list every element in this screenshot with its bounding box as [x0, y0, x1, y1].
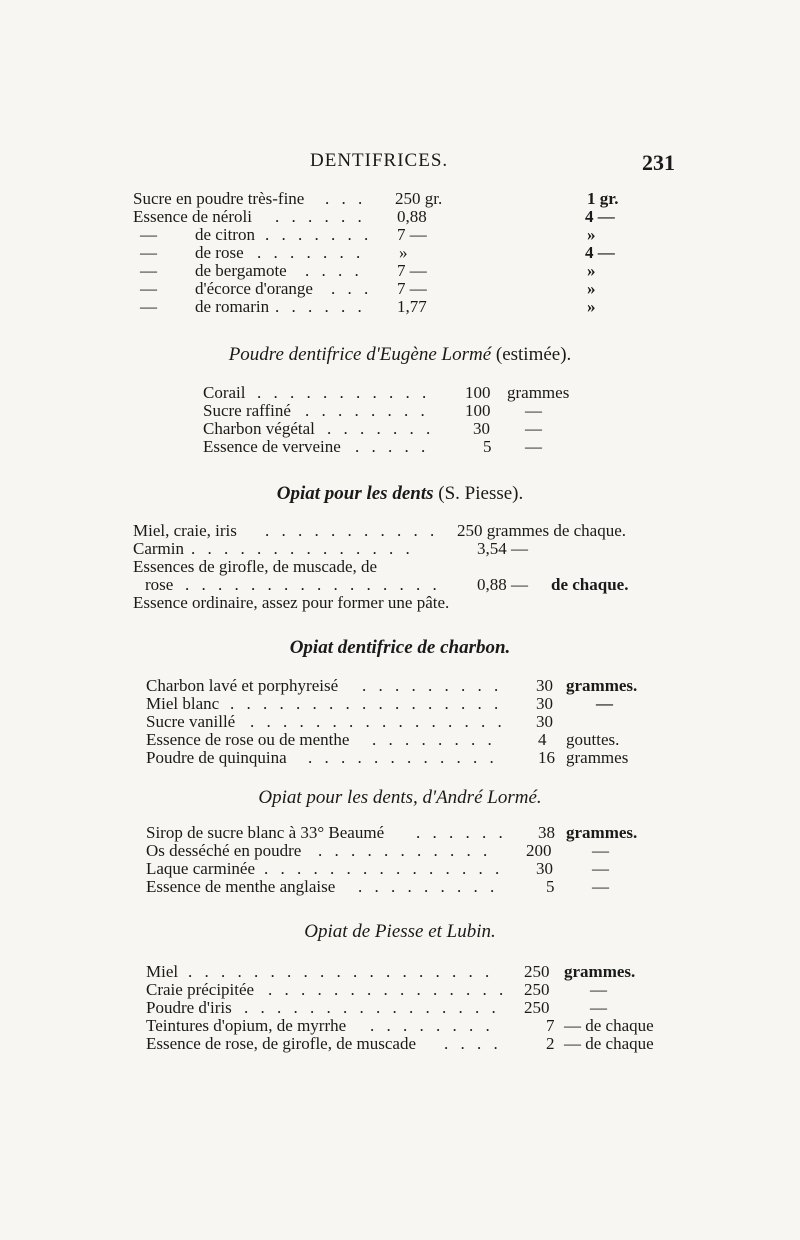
ingredient-name: Miel — [146, 962, 179, 981]
quantity-2: » — [587, 297, 596, 316]
section-title-italic: Opiat de Piesse et Lubin. — [304, 921, 496, 942]
unit: — de chaque — [564, 1034, 654, 1053]
leader-dots: . . . . . . . . — [370, 1016, 494, 1035]
quantity-1: 7 — — [397, 261, 427, 280]
leader-dots: . . . . . . . . . . . . . . . . — [244, 998, 500, 1017]
unit: — — [525, 419, 542, 438]
leader-dots: . . . . . . — [275, 297, 366, 316]
section-title-andre-lorme — [0, 787, 800, 809]
unit: gouttes. — [566, 730, 620, 749]
table-row — [133, 244, 633, 262]
section-title-italic: Opiat dentifrice de charbon. — [289, 637, 511, 658]
recipe-table-4 — [146, 677, 666, 767]
ingredient-name: Essence de rose, de girofle, de muscade — [146, 1034, 416, 1053]
quantity-1: 250 gr. — [395, 189, 443, 208]
quantity: 30 — [473, 419, 490, 438]
quantity: 250 — [524, 980, 550, 999]
leader-dots: . . . . . . . — [265, 225, 373, 244]
table-row — [133, 298, 633, 316]
quantity: 4 — [538, 730, 547, 749]
ingredient-name: Poudre de quinquina — [146, 748, 287, 767]
table-row — [146, 677, 666, 695]
leader-dots: . . . . . . . . . . . . . . . . — [250, 712, 506, 731]
unit: — de chaque — [564, 1016, 654, 1035]
leader-dots: . . . — [331, 279, 373, 298]
ingredient-name: Sucre raffiné — [203, 401, 291, 420]
ingredient-name: Laque carminée — [146, 859, 256, 878]
ingredient-name: Teintures d'opium, de myrrhe — [146, 1016, 347, 1035]
ditto-dash: — — [140, 279, 157, 298]
section-title-piesse-lubin — [0, 921, 800, 943]
table-row — [146, 981, 666, 999]
quantity: 250 grammes de chaque. — [457, 521, 626, 540]
ingredient-name: Essences de girofle, de muscade, de — [133, 557, 378, 576]
quantity: 30 — [536, 712, 553, 731]
quantity-2: » — [587, 279, 596, 298]
quantity-1: 1,77 — [397, 297, 427, 316]
ingredient-name: rose — [145, 575, 174, 594]
unit: — — [592, 859, 609, 878]
ditto-dash: — — [140, 225, 157, 244]
leader-dots: . . . . . . . . . — [358, 877, 499, 896]
recipe-table-5 — [146, 824, 666, 896]
ingredient-name: Essence de menthe anglaise — [146, 877, 336, 896]
leader-dots: . . . . . . . — [327, 419, 435, 438]
leader-dots: . . . . . — [355, 437, 430, 456]
leader-dots: . . . . . . . . . . . . . . . . . . . — [188, 962, 494, 981]
table-row — [146, 1017, 666, 1035]
ingredient-name: Corail — [203, 383, 246, 402]
quantity: 250 — [524, 962, 550, 981]
table-row — [133, 208, 633, 226]
leader-dots: . . . — [325, 189, 367, 208]
page-number: 231 — [642, 150, 675, 175]
section-title-italic: Opiat pour les dents — [276, 483, 434, 504]
section-title-eugene-lorme — [0, 344, 800, 366]
table-row — [146, 963, 666, 981]
table-row — [133, 540, 653, 558]
table-row — [146, 824, 666, 842]
table-row — [133, 190, 633, 208]
ingredient-name: Carmin — [133, 539, 184, 558]
running-header — [130, 150, 675, 180]
table-row — [146, 999, 666, 1017]
leader-dots: . . . . . . . . . . . . . . . — [268, 980, 508, 999]
ingredient-name: Sucre vanillé — [146, 712, 236, 731]
quantity-1: 7 — — [397, 279, 427, 298]
leader-dots: . . . . . . . . . . . . — [308, 748, 498, 767]
quantity: 3,54 — — [477, 539, 528, 558]
unit: — — [525, 401, 542, 420]
ingredient-name: d'écorce d'orange — [195, 279, 313, 298]
unit: — — [592, 841, 609, 860]
table-row — [146, 842, 666, 860]
unit: — — [590, 998, 607, 1017]
quantity-2: 1 gr. — [587, 189, 619, 208]
leader-dots: . . . . . . . . . . . — [265, 521, 439, 540]
quantity: 5 — [546, 877, 555, 896]
table-row — [133, 576, 653, 594]
table-row — [146, 860, 666, 878]
quantity-2: 4 — — [585, 243, 615, 262]
quantity: 5 — [483, 437, 492, 456]
running-title: DENTIFRICES. — [310, 150, 449, 171]
table-row — [146, 713, 666, 731]
leader-dots: . . . . . . . . . . . — [318, 841, 492, 860]
quantity-2: 4 — — [585, 207, 615, 226]
section-title-plain: (S. Piesse). — [438, 483, 524, 504]
ingredient-name: Essence de verveine — [203, 437, 341, 456]
ingredient-name: Miel, craie, iris — [133, 521, 237, 540]
leader-dots: . . . . . . — [275, 207, 366, 226]
ingredient-name: de romarin — [195, 297, 270, 316]
ingredient-name: de rose — [195, 243, 244, 262]
unit: grammes — [566, 748, 629, 767]
quantity: 38 — [538, 823, 555, 842]
leader-dots: . . . . — [305, 261, 363, 280]
recipe-table-6 — [146, 963, 666, 1053]
table-row — [133, 226, 633, 244]
quantity: 7 — [546, 1016, 555, 1035]
leader-dots: . . . . . . . . . . . — [257, 383, 431, 402]
leader-dots: . . . . . . . . . — [362, 676, 503, 695]
quantity: 100 — [465, 401, 491, 420]
leader-dots: . . . . . . — [416, 823, 507, 842]
table-row — [203, 438, 603, 456]
quantity-1: 7 — — [397, 225, 427, 244]
leader-dots: . . . . . . . . . . . . . . . . — [185, 575, 441, 594]
ingredient-name: de citron — [195, 225, 255, 244]
ingredient-name: Craie précipitée — [146, 980, 255, 999]
unit: grammes. — [566, 676, 638, 695]
quantity: 200 — [526, 841, 552, 860]
ingredient-name: Essence de néroli — [133, 207, 252, 226]
table-row — [203, 402, 603, 420]
ditto-dash: — — [140, 297, 157, 316]
section-title-charbon — [0, 637, 800, 659]
leader-dots: . . . . . . . . . . . . . . . — [264, 859, 504, 878]
section-title-italic: Poudre dentifrice d'Eugène Lormé — [228, 344, 492, 365]
unit: — — [525, 437, 542, 456]
ingredient-name: de bergamote — [195, 261, 287, 280]
unit: — — [596, 694, 613, 713]
ingredient-name: Miel blanc — [146, 694, 220, 713]
ingredient-name: Charbon végétal — [203, 419, 315, 438]
unit: — — [590, 980, 607, 999]
leader-dots: . . . . . . . . . . . . . . — [191, 539, 414, 558]
unit: grammes. — [566, 823, 638, 842]
table-row — [133, 558, 653, 576]
quantity: 30 — [536, 694, 553, 713]
unit: grammes. — [564, 962, 636, 981]
ditto-dash: — — [140, 243, 157, 262]
recipe-table-3 — [133, 522, 653, 612]
recipe-table-2 — [203, 384, 603, 456]
ingredient-name: Poudre d'iris — [146, 998, 232, 1017]
table-row — [133, 262, 633, 280]
ingredient-name: Charbon lavé et porphyreisé — [146, 676, 339, 695]
ditto-dash: — — [140, 261, 157, 280]
quantity: 100 — [465, 383, 491, 402]
quantity: 2 — [546, 1034, 555, 1053]
table-row — [203, 420, 603, 438]
leader-dots: . . . . . . . — [257, 243, 365, 262]
ingredient-name: Essence ordinaire, assez pour former une pâte. — [133, 593, 450, 612]
quantity: 30 — [536, 676, 553, 695]
quantity: 0,88 — — [477, 575, 528, 594]
quantity-2: » — [587, 261, 596, 280]
ingredient-name: Essence de rose ou de menthe — [146, 730, 350, 749]
ingredient-name: Os desséché en poudre — [146, 841, 302, 860]
table-row — [146, 695, 666, 713]
section-title-plain: (estimée). — [495, 344, 572, 365]
ingredient-name: Sucre en poudre très-fine — [133, 189, 305, 208]
quantity: 250 — [524, 998, 550, 1017]
table-row — [146, 1035, 666, 1053]
quantity-2: » — [587, 225, 596, 244]
section-title-piesse — [0, 483, 800, 505]
unit: grammes — [507, 383, 570, 402]
table-row — [146, 749, 666, 767]
table-row — [146, 878, 666, 896]
leader-dots: . . . . — [444, 1034, 502, 1053]
leader-dots: . . . . . . . . . . . . . . . . . — [230, 694, 503, 713]
table-row — [203, 384, 603, 402]
table-row — [133, 280, 633, 298]
table-row — [133, 594, 653, 612]
leader-dots: . . . . . . . . — [372, 730, 496, 749]
table-row — [146, 731, 666, 749]
table-row — [133, 522, 653, 540]
quantity-1: » — [399, 243, 408, 262]
ingredient-name: Sirop de sucre blanc à 33° Beaumé — [146, 823, 385, 842]
leader-dots: . . . . . . . . — [305, 401, 429, 420]
recipe-table-1 — [133, 190, 633, 316]
section-title-italic: Opiat pour les dents, d'André Lormé. — [258, 787, 542, 808]
quantity-1: 0,88 — [397, 207, 427, 226]
unit: — — [592, 877, 609, 896]
quantity: 16 — [538, 748, 555, 767]
quantity-note: de chaque. — [551, 575, 629, 594]
quantity: 30 — [536, 859, 553, 878]
